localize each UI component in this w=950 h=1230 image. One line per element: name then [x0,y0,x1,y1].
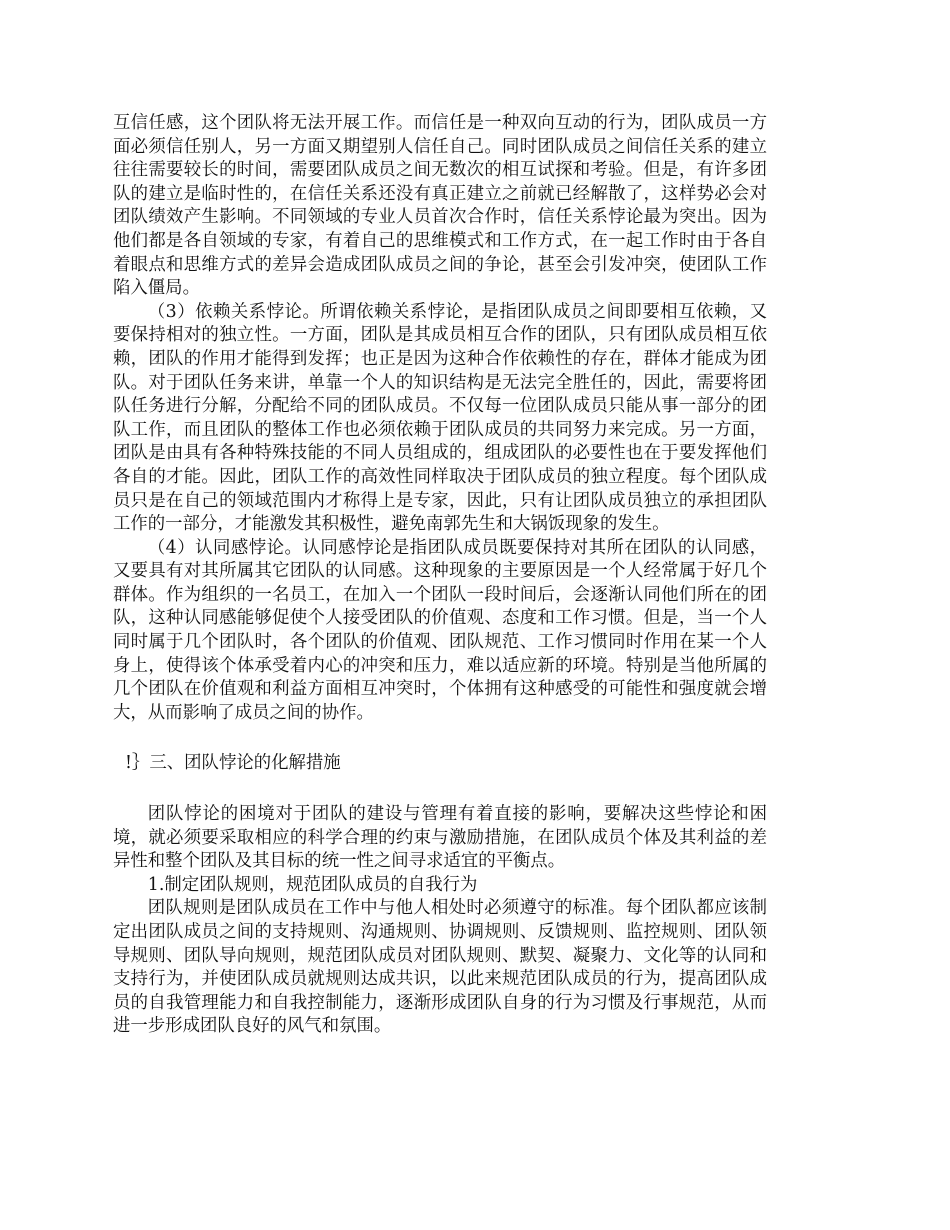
paragraph-intro-measures: 团队悖论的困境对于团队的建设与管理有着直接的影响，要解决这些悖论和困境，就必须要采取相应的科学合理的约束与激励措施，在团队成员个体及其利益的差异性和整个团队及其目标的统一性之间寻求适宜的平衡点。 [113,804,767,872]
subheading-team-rules: 1.制定团队规则，规范团队成员的自我行为 [147,874,478,895]
paragraph-team-rules: 团队规则是团队成员在工作中与他人相处时必须遵守的标准。每个团队都应该制定出团队成员之间的支持规则、沟通规则、协调规则、反馈规则、监控规则、团队领导规则、团队导向规则，规范团队成员对团队规则、默契、凝聚力、文化等的认同和支持行为，并使团队成员就规则达成共识，以此来规范团队成员的行为，提高团队成员的自我管理能力和自我控制能力，逐渐形成团队自身的行为习惯及行事规范，从而进一步形成团队良好的风气和氛围。 [113,898,767,1037]
paragraph-dependency-paradox: （3）依赖关系悖论。所谓依赖关系悖论，是指团队成员之间即要相互依赖，又要保持相对的独立性。一方面，团队是其成员相互合作的团队，只有团队成员相互依赖，团队的作用才能得到发挥；也正是因为这种合作依赖性的存在，群体才能成为团队。对于团队任务来讲，单靠一个人的知识结构是无法完全胜任的，因此，需要将团队任务进行分解，分配给不同的团队成员。不仅每一位团队成员只能从事一部分的团队工作，而且团队的整体工作也必须依赖于团队成员的共同努力来完成。另一方面，团队是由具有各种特殊技能的不同人员组成的，组成团队的必要性也在于要发挥他们各自的才能。因此，团队工作的高效性同样取决于团队成员的独立程度。每个团队成员只是在自己的领域范围内才称得上是专家，因此，只有让团队成员独立的承担团队工作的一部分，才能激发其积极性，避免南郭先生和大锅饭现象的发生。 [113,301,767,535]
section-heading: !｝三、团队悖论的化解措施 [125,753,341,774]
paragraph-identity-paradox: （4）认同感悖论。认同感悖论是指团队成员既要保持对其所在团队的认同感，又要具有对其所属其它团队的认同感。这种现象的主要原因是一个人经常属于好几个群体。作为组织的一名员工，在加入一个团队一段时间后，会逐渐认同他们所在的团队，这种认同感能够促使个人接受团队的价值观、态度和工作习惯。但是，当一个人同时属于几个团队时，各个团队的价值观、团队规范、工作习惯同时作用在某一个人身上，使得该个体承受着内心的冲突和压力，难以适应新的环境。特别是当他所属的几个团队在价值观和利益方面相互冲突时，个体拥有这种感受的可能性和强度就会增大，从而影响了成员之间的协作。 [113,537,767,723]
paragraph-trust-paradox: 互信任感，这个团队将无法开展工作。而信任是一种双向互动的行为，团队成员一方面必须信任别人，另一方面又期望别人信任自己。同时团队成员之间信任关系的建立往往需要较长的时间，需要团队成员之间无数次的相互试探和考验。但是，有许多团队的建立是临时性的，在信任关系还没有真正建立之前就已经解散了，这样势必会对团队绩效产生影响。不同领域的专业人员首次合作时，信任关系悖论最为突出。因为他们都是各自领域的专家，有着自己的思维模式和工作方式，在一起工作时由于各自着眼点和思维方式的差异会造成团队成员之间的争论，甚至会引发冲突，使团队工作陷入僵局。 [113,113,767,299]
document-page [113,112,767,1039]
